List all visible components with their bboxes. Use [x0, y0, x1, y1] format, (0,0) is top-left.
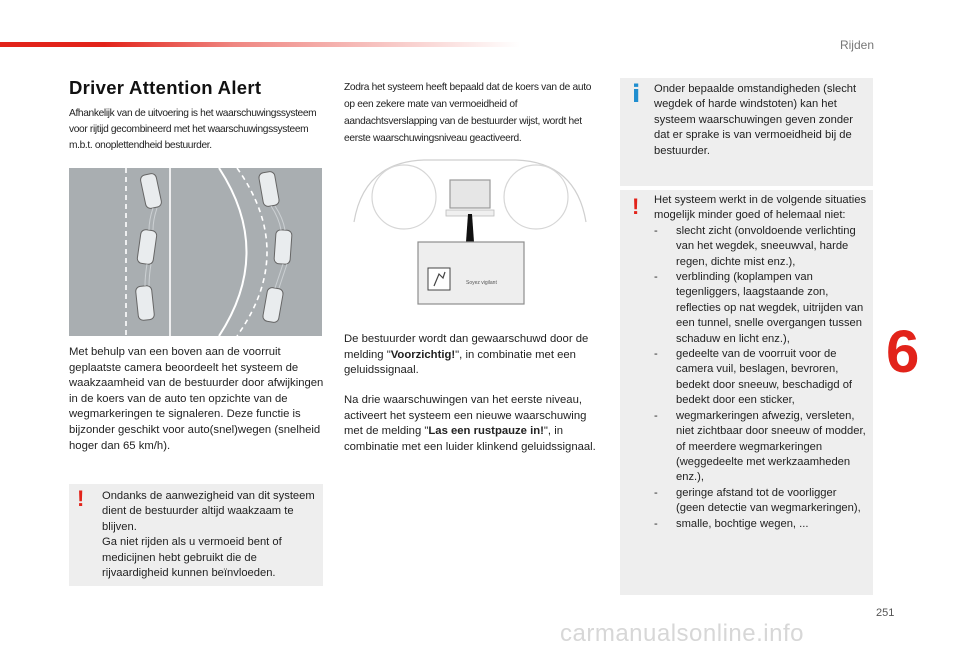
instrument-cluster-illustration [344, 152, 596, 318]
info-box [620, 78, 873, 186]
info-text: Onder bepaalde omstandigheden (slecht wegdek of harde windstoten) kan het systeem waarschuwingen geven zonder dat er sprake is van vermoeidheid bij de bestuurder. [654, 83, 857, 157]
list-item: - geringe afstand tot de voorligger (geen detectie van wegmarkeringen), [654, 486, 867, 517]
list-item: - wegmarkeringen afwezig, versleten, niet zichtbaar door sneeuw of modder, of meerdere wegmarkeringen (weggedeelte met werkzaamheden enz.), [654, 409, 867, 486]
chapter-number: 6 [886, 318, 920, 385]
page-title: Driver Attention Alert [69, 77, 262, 98]
header-accent-bar [0, 42, 520, 47]
first-warning-paragraph: De bestuurder wordt dan gewaarschuwd door de melding "Voorzichtig!", in combinatie met een geluidssignaal. [344, 333, 589, 377]
limitations-list [654, 224, 867, 532]
list-item: - verblinding (koplampen van tegenliggers, laagstaande zon, reflecties op nat wegdek, uitrijden van een tunnel, snelle overgangen tussen schaduw en licht enz.), [654, 270, 867, 347]
first-level-paragraph: Zodra het systeem heeft bepaald dat de koers van de auto op een zekere mate van vermoeidheid of aandachtsverslapping van de bestuurder wijst, wordt het eerste waarschuwingsniveau geactiveerd. [344, 82, 592, 144]
warning-text: Ondanks de aanwezigheid van dit systeem dient de bestuurder altijd waakzaam te blijven. Ga niet rijden als u vermoeid bent of medicijnen hebt gebruikt die de rijvaardigheid kunnen beïnvloeden. [102, 490, 315, 580]
warning-box-limitations [620, 190, 873, 595]
page-number: 251 [876, 607, 895, 619]
second-warning-paragraph: Na drie waarschuwingen van het eerste niveau, activeert het systeem een nieuwe waarschuwing met de melding "Las een rustpauze in!", in combinatie met een luider klinkend geluidssignaal. [344, 394, 596, 453]
lane-drift-illustration [69, 168, 322, 336]
display-message: Soyez vigilant [466, 280, 497, 286]
list-item: - gedeelte van de voorruit voor de camera vuil, beslagen, bevroren, bedekt door sneeuw, beschadigd of bedekt door een sticker, [654, 347, 867, 409]
warning-box-attention [69, 484, 323, 586]
body-paragraph: Met behulp van een boven aan de voorruit geplaatste camera beoordeelt het systeem de waakzaamheid van de bestuurder door afwijkingen in de koers van de auto ten opzichte van de wegmarkeringen te signaleren. Deze functie is bijzonder geschikt voor auto(snel)wegen (snelheid hoger dan 65 km/h). [69, 346, 324, 452]
watermark: carmanualsonline.info [560, 620, 804, 647]
section-label: Rijden [839, 38, 874, 52]
intro-text: Afhankelijk van de uitvoering is het waarschuwingssysteem voor rijtijd gecombineerd met het waarschuwingssysteem m.b.t. onoplettendheid bestuurder. [69, 108, 317, 151]
list-item: - smalle, bochtige wegen, ... [654, 517, 867, 532]
list-item: - slecht zicht (onvoldoende verlichting van het wegdek, sneeuwval, harde regen, dichte mist enz.), [654, 224, 867, 270]
info-icon: i [632, 80, 641, 108]
warning-exclamation-icon: ! [632, 194, 640, 219]
limitations-intro: Het systeem werkt in de volgende situaties mogelijk minder goed of helemaal niet: [654, 194, 867, 222]
warning-exclamation-icon: ! [77, 486, 85, 511]
